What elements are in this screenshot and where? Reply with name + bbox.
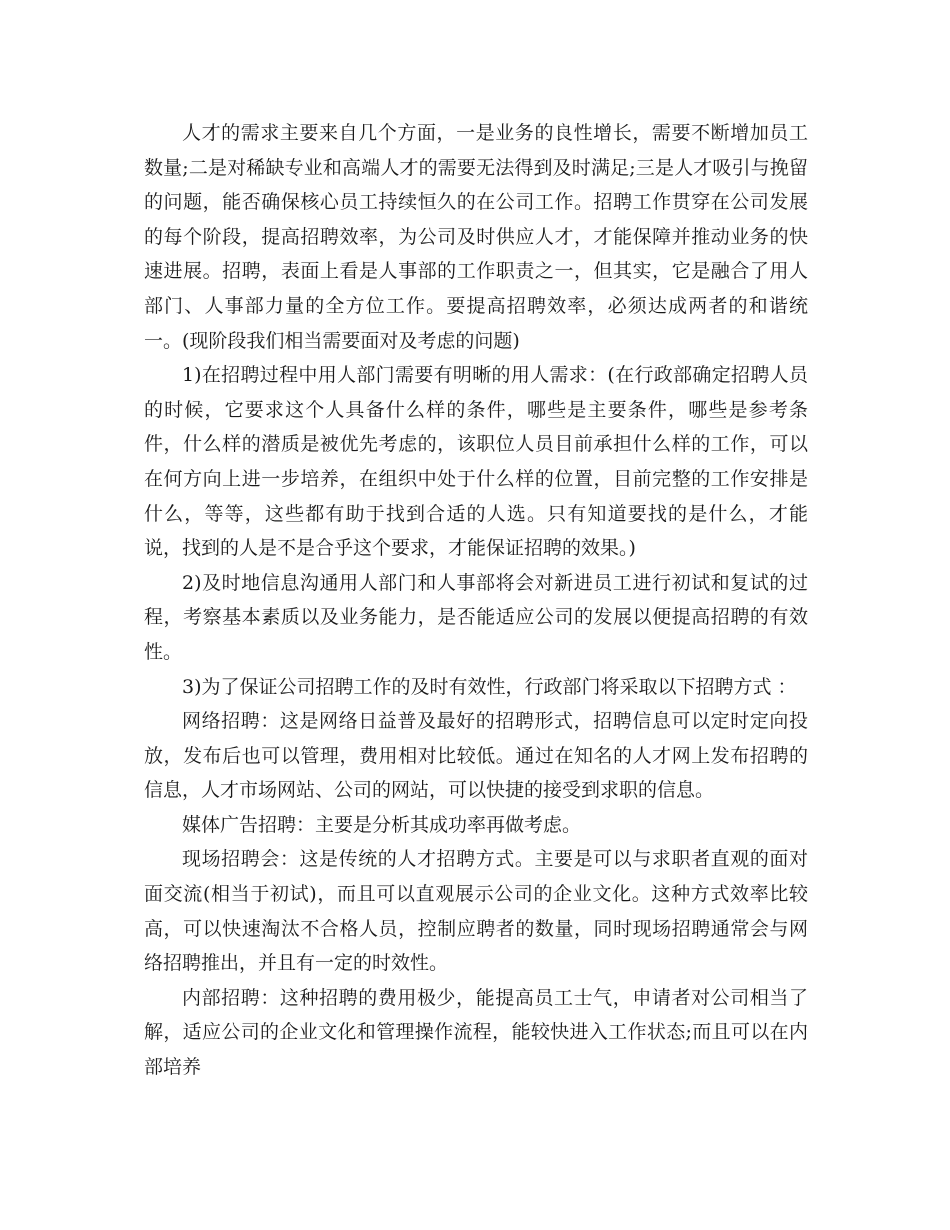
paragraph-online-recruiting: 网络招聘：这是网络日益普及最好的招聘形式，招聘信息可以定时定向投放，发布后也可以管理，费用相对比较低。通过在知名的人才网上发布招聘的信息，人才市场网站、公司的网站，可以快捷的接受到求职的信息。 — [144, 710, 808, 802]
paragraph-talent-demand: 人才的需求主要来自几个方面，一是业务的良性增长，需要不断增加员工数量;二是对稀缺专业和高端人才的需要无法得到及时满足;三是人才吸引与挽留的问题，能否确保核心员工持续恒久的在公司工作。招聘工作贯穿在公司发展的每个阶段，提高招聘效率，为公司及时供应人才，才能保障并推动业务的快速进展。招聘，表面上看是人事部的工作职责之一，但其实，它是融合了用人部门、人事部力量的全方位工作。要提高招聘效率，必须达成两者的和谐统一。(现阶段我们相当需要面对及考虑的问题) — [144, 122, 808, 352]
paragraph-point-2: 2)及时地信息沟通用人部门和人事部将会对新进员工进行初试和复试的过程，考察基本素质以及业务能力，是否能适应公司的发展以便提高招聘的有效性。 — [144, 571, 808, 663]
paragraph-point-1: 1)在招聘过程中用人部门需要有明晰的用人需求：(在行政部确定招聘人员的时候，它要求这个人具备什么样的条件，哪些是主要条件，哪些是参考条件，什么样的潜质是被优先考虑的，该职位人员目前承担什么样的工作，可以在何方向上进一步培养，在组织中处于什么样的位置，目前完整的工作安排是什么，等等，这些都有助于找到合适的人选。只有知道要找的是什么，才能说，找到的人是不是合乎这个要求，才能保证招聘的效果。) — [144, 364, 808, 560]
document-body — [144, 116, 808, 1085]
paragraph-internal-recruiting: 内部招聘：这种招聘的费用极少，能提高员工士气，申请者对公司相当了解，适应公司的企业文化和管理操作流程，能较快进入工作状态;而且可以在内部培养 — [144, 986, 808, 1079]
paragraph-media-recruiting: 媒体广告招聘：主要是分析其成功率再做考虑。 — [182, 813, 582, 836]
paragraph-point-3: 3)为了保证公司招聘工作的及时有效性，行政部门将采取以下招聘方式 ： — [182, 675, 797, 698]
paragraph-job-fair: 现场招聘会：这是传统的人才招聘方式。主要是可以与求职者直观的面对面交流(相当于初试)，而且可以直观展示公司的企业文化。这种方式效率比较高，可以快速淘汰不合格人员，控制应聘者的数量，同时现场招聘通常会与网络招聘推出，并且有一定的时效性。 — [144, 848, 808, 975]
